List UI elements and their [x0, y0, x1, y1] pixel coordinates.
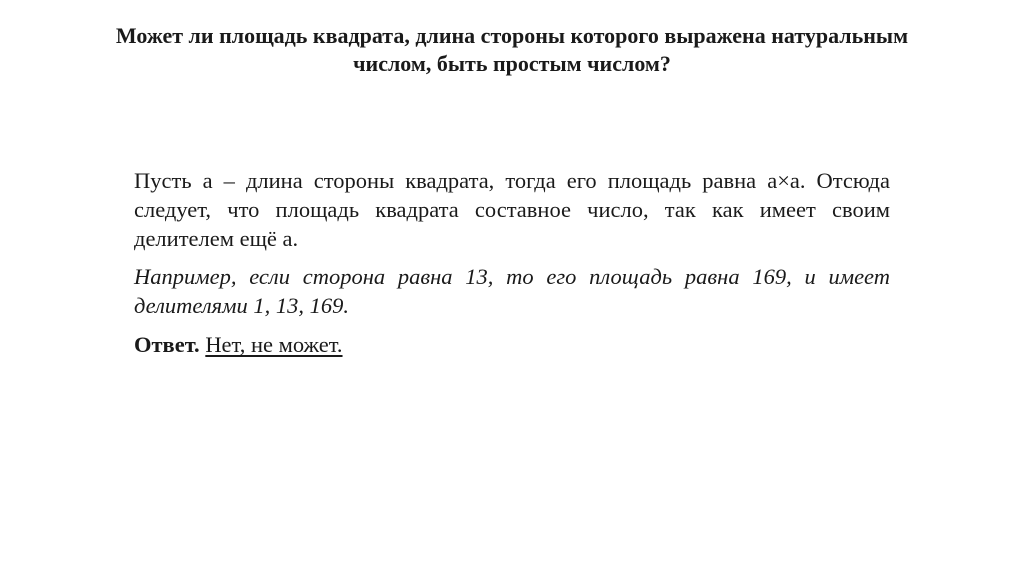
solution-body: [134, 166, 890, 359]
example-paragraph: Например, если сторона равна 13, то его площадь равна 169, и имеет делителями 1, 13, 169.: [134, 264, 890, 318]
answer-label: Ответ.: [134, 332, 200, 357]
solution-paragraph: Пусть a – длина стороны квадрата, тогда его площадь равна a×a. Отсюда следует, что площадь квадрата составное число, так как имеет своим делителем ещё a.: [134, 168, 890, 251]
answer-line: [134, 330, 890, 359]
answer-text: Нет, не может.: [205, 332, 343, 357]
problem-title: Может ли площадь квадрата, длина стороны которого выражена натуральным числом, быть простым числом?: [115, 23, 909, 76]
